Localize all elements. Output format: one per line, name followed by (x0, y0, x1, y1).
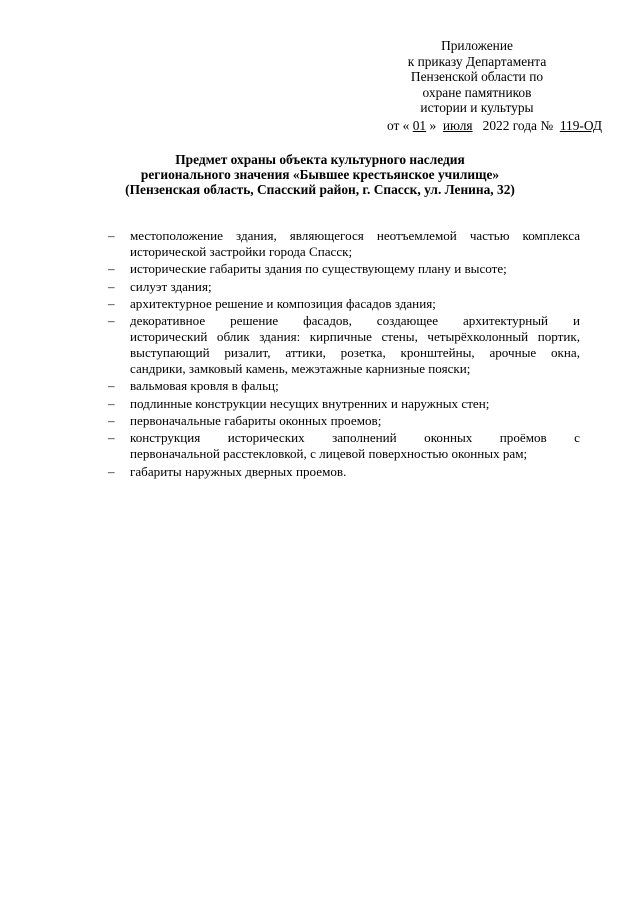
appendix-header (352, 38, 602, 133)
appendix-line: охране памятников (422, 84, 532, 100)
list-item-text (130, 279, 580, 295)
list-item-line: габариты наружных дверных проемов. (130, 463, 347, 479)
list-item-text (130, 378, 580, 394)
list-item-line: декоративное решение фасадов, создающее архитектурный и (130, 313, 580, 329)
bullet-dash: – (108, 313, 115, 329)
title-line: (Пензенская область, Спасский район, г. Спасск, ул. Ленина, 32) (125, 182, 515, 197)
list-item-text (130, 413, 580, 429)
bullet-dash: – (108, 378, 115, 394)
appendix-line: к приказу Департамента (407, 53, 547, 69)
list-item-line: исторической застройки города Спасск; (130, 243, 353, 259)
protection-items-list (108, 228, 580, 481)
list-item-text (130, 313, 580, 376)
list-item (108, 296, 580, 312)
list-item-line: подлинные конструкции несущих внутренних и наружных стен; (130, 395, 490, 411)
title-line: регионального значения «Бывшее крестьянское училище» (140, 167, 500, 182)
order-date-line (352, 118, 602, 134)
date-day: 01 (412, 117, 427, 133)
list-item-line: силуэт здания; (130, 278, 212, 294)
list-item (108, 430, 580, 462)
date-year: 2022 года № (482, 117, 554, 133)
list-item-line: вальмовая кровля в фальц; (130, 378, 279, 394)
list-item-text (130, 464, 580, 480)
appendix-line: Приложение (441, 38, 513, 53)
list-item-line: исторический облик здания: кирпичные стены, четырёхколонный портик, (130, 329, 580, 345)
date-mid: » (429, 117, 437, 133)
document-title (90, 152, 550, 197)
bullet-dash: – (108, 430, 115, 446)
list-item (108, 378, 580, 394)
list-item-line: первоначальные габариты оконных проемов; (130, 412, 382, 428)
list-item (108, 261, 580, 277)
list-item (108, 396, 580, 412)
list-item-text (130, 228, 580, 260)
list-item-line: выступающий ризалит, аттики, розетка, кронштейны, арочные окна, (130, 344, 580, 360)
date-month: июля (442, 117, 473, 133)
list-item-text (130, 261, 580, 277)
bullet-dash: – (108, 412, 115, 428)
list-item-text (130, 396, 580, 412)
bullet-dash: – (108, 463, 115, 479)
list-item-text (130, 430, 580, 462)
appendix-line: Пензенской области по (410, 69, 544, 84)
list-item-line: первоначальной расстекловкой, с лицевой поверхностью оконных рам; (130, 446, 528, 462)
bullet-dash: – (108, 228, 115, 243)
list-item (108, 464, 580, 480)
date-prefix: от « (386, 117, 410, 133)
list-item (108, 313, 580, 376)
list-item-line: исторические габариты здания по существующему плану и высоте; (130, 261, 507, 277)
bullet-dash: – (108, 395, 115, 411)
appendix-line: истории и культуры (420, 100, 534, 115)
list-item-line: конструкция исторических заполнений оконных проёмов с (130, 430, 580, 446)
list-item-line: сандрики, замковый камень, межэтажные карнизные пояски; (130, 360, 471, 376)
bullet-dash: – (108, 278, 115, 294)
list-item (108, 228, 580, 260)
list-item (108, 413, 580, 429)
list-item-text (130, 296, 580, 312)
list-item-line: архитектурное решение и композиция фасадов здания; (130, 295, 436, 311)
bullet-dash: – (108, 261, 115, 277)
title-line: Предмет охраны объекта культурного наследия (175, 152, 465, 167)
bullet-dash: – (108, 295, 115, 311)
list-item (108, 279, 580, 295)
order-number: 119-ОД (559, 117, 602, 133)
list-item-line: местоположение здания, являющегося неотъемлемой частью комплекса (130, 228, 580, 243)
